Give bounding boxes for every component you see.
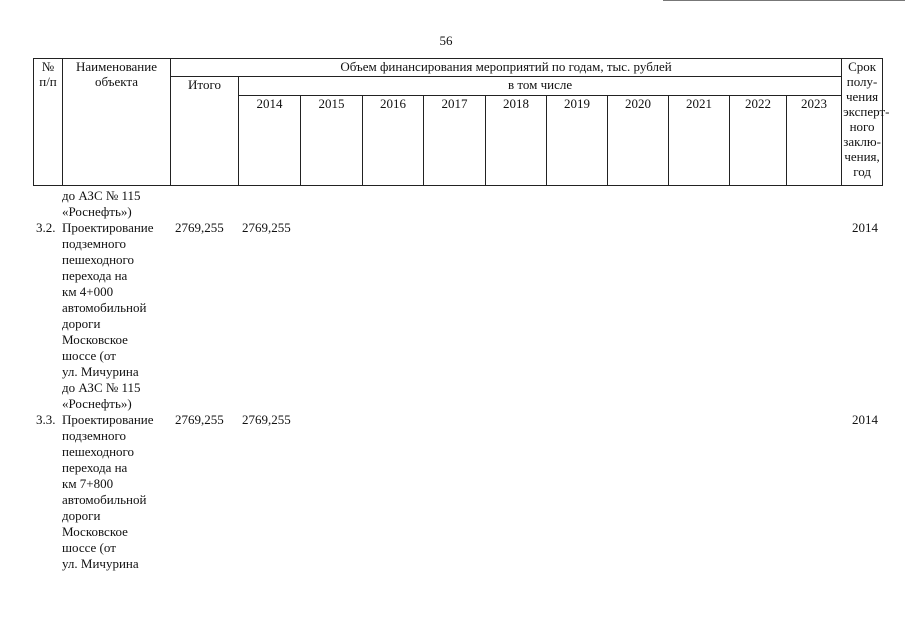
row-name-line: перехода на bbox=[62, 460, 128, 475]
row-deadline: 2014 bbox=[852, 220, 878, 235]
header-num: № п/п bbox=[34, 59, 63, 186]
header-year: 2015 bbox=[301, 96, 363, 186]
row-name-line: автомобильной bbox=[62, 492, 147, 507]
header-deadline bbox=[842, 59, 890, 186]
top-edge-line bbox=[663, 0, 905, 1]
header-funding: Объем финансирования мероприятий по годам, тыс. рублей bbox=[171, 59, 842, 77]
header-year: 2022 bbox=[730, 96, 787, 186]
continuation-line: «Роснефть») bbox=[62, 204, 132, 219]
header-deadline-line: заклю- bbox=[843, 134, 881, 149]
row-number: 3.3. bbox=[36, 412, 56, 427]
row-name-line: км 7+800 bbox=[62, 476, 114, 491]
row-value-2014: 2769,255 bbox=[242, 412, 291, 427]
row-name-line: «Роснефть») bbox=[62, 396, 132, 411]
row-total: 2769,255 bbox=[175, 412, 224, 427]
header-year: 2019 bbox=[547, 96, 608, 186]
row-deadline: 2014 bbox=[852, 412, 878, 427]
row-name-line: дороги bbox=[62, 316, 101, 331]
header-deadline-line: год bbox=[853, 164, 871, 179]
row-name-line: перехода на bbox=[62, 268, 128, 283]
header-year: 2014 bbox=[239, 96, 301, 186]
row-name-line: до АЗС № 115 bbox=[62, 380, 141, 395]
row-value-2014: 2769,255 bbox=[242, 220, 291, 235]
row-name-line: подземного bbox=[62, 428, 126, 443]
row-name-line: автомобильной bbox=[62, 300, 147, 315]
row-name-line: дороги bbox=[62, 508, 101, 523]
page-number: 56 bbox=[439, 33, 453, 48]
continuation-text bbox=[62, 188, 141, 220]
header-total: Итого bbox=[171, 77, 239, 186]
row-name-line: Московское bbox=[62, 524, 128, 539]
header-deadline-line: чения, bbox=[844, 149, 880, 164]
row-number: 3.2. bbox=[36, 220, 56, 235]
row-name-line: шоссе (от bbox=[62, 540, 116, 555]
row-name-line: шоссе (от bbox=[62, 348, 116, 363]
header-year: 2017 bbox=[424, 96, 486, 186]
row-name-line: пешеходного bbox=[62, 444, 135, 459]
continuation-line: до АЗС № 115 bbox=[62, 188, 141, 203]
header-deadline-line: чения bbox=[845, 89, 879, 104]
header-year: 2020 bbox=[608, 96, 669, 186]
row-name-line: подземного bbox=[62, 236, 126, 251]
row-name-line: пешеходного bbox=[62, 252, 135, 267]
row-name-line: ул. Мичурина bbox=[62, 364, 139, 379]
table-header bbox=[33, 58, 890, 186]
row-name bbox=[62, 412, 170, 572]
header-including: в том числе bbox=[239, 77, 842, 96]
header-year: 2018 bbox=[486, 96, 547, 186]
header-deadline-line: эксперт- bbox=[843, 104, 890, 119]
row-name-line: Проектирование bbox=[62, 220, 154, 235]
header-deadline-line: ного bbox=[849, 119, 875, 134]
row-name-line: Московское bbox=[62, 332, 128, 347]
header-year: 2021 bbox=[669, 96, 730, 186]
header-year: 2016 bbox=[363, 96, 424, 186]
row-name bbox=[62, 220, 170, 412]
header-year: 2023 bbox=[787, 96, 842, 186]
row-total: 2769,255 bbox=[175, 220, 224, 235]
row-name-line: Проектирование bbox=[62, 412, 154, 427]
row-name-line: км 4+000 bbox=[62, 284, 114, 299]
row-name-line: ул. Мичурина bbox=[62, 556, 139, 571]
header-deadline-line: Срок bbox=[848, 59, 877, 74]
header-deadline-line: полу- bbox=[846, 74, 878, 89]
header-name: Наименование объекта bbox=[63, 59, 171, 186]
